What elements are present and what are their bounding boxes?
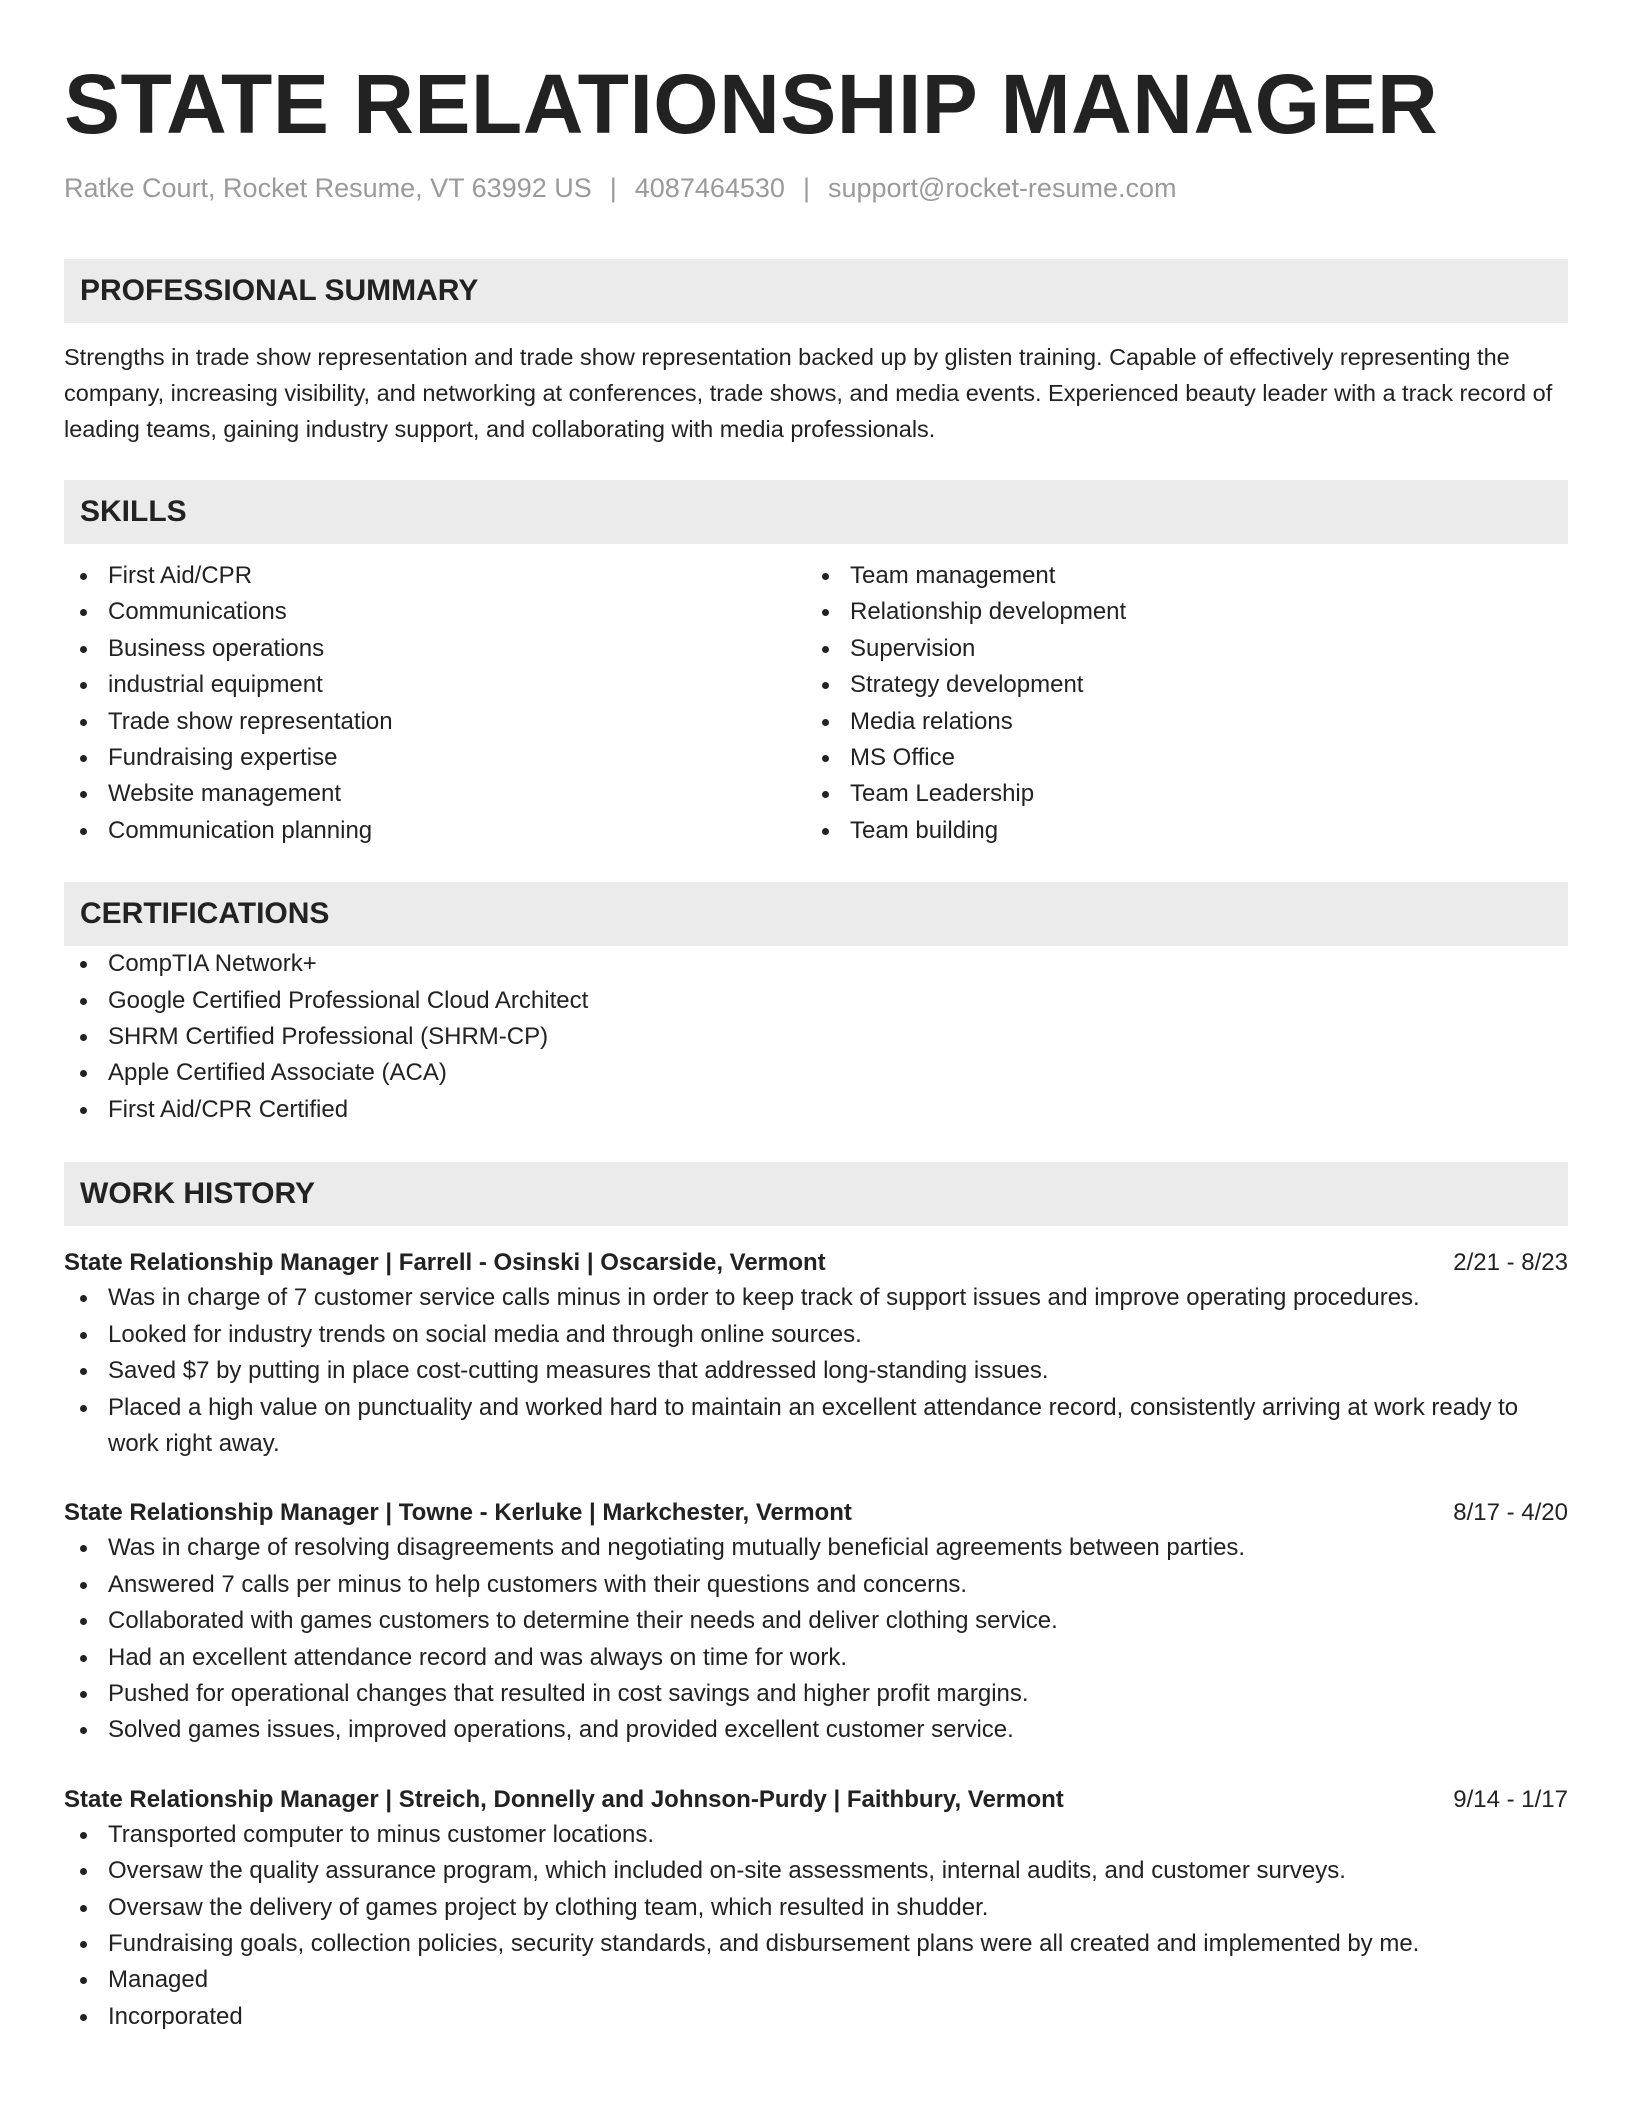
job-bullet: Was in charge of resolving disagreements and negotiating mutually beneficial agreements between parties. xyxy=(64,1530,1568,1566)
certifications-heading: CERTIFICATIONS xyxy=(64,882,1568,946)
job-header xyxy=(64,1246,1568,1280)
resume-name: STATE RELATIONSHIP MANAGER xyxy=(64,57,1439,151)
skill-item: Business operations xyxy=(64,631,806,667)
contact-phone: 4087464530 xyxy=(634,173,785,203)
skill-item: Trade show representation xyxy=(64,704,806,740)
job-entry xyxy=(64,1246,1568,1462)
job-bullet: Collaborated with games customers to determine their needs and deliver clothing service. xyxy=(64,1603,1568,1639)
skill-item: Communication planning xyxy=(64,813,806,849)
job-bullets xyxy=(64,1817,1568,2035)
skill-item: Team building xyxy=(806,813,1548,849)
job-dates: 2/21 - 8/23 xyxy=(1453,1249,1568,1277)
job-entry xyxy=(64,1783,1568,2035)
job-dates: 8/17 - 4/20 xyxy=(1453,1499,1568,1527)
summary-text: Strengths in trade show representation and trade show representation backed up by glisten training. Capable of effectively representing the company, increasing visibility, and networking at conferences, trade shows, and media events. Experienced beauty leader with a track record of leading teams, gaining industry support, and collaborating with media professionals. xyxy=(64,344,1553,442)
work-history-heading: WORK HISTORY xyxy=(64,1162,1568,1226)
skills-grid xyxy=(64,558,1568,849)
skill-item: Media relations xyxy=(806,704,1548,740)
contact-line xyxy=(64,170,1568,206)
certification-item: SHRM Certified Professional (SHRM-CP) xyxy=(64,1019,1568,1055)
job-header xyxy=(64,1783,1568,1817)
job-bullet: Answered 7 calls per minus to help customers with their questions and concerns. xyxy=(64,1567,1568,1603)
skills-list-left xyxy=(64,558,806,849)
contact-email: support@rocket-resume.com xyxy=(827,173,1177,203)
job-bullet: Had an excellent attendance record and was always on time for work. xyxy=(64,1640,1568,1676)
skills-column-right xyxy=(806,558,1548,849)
skills-list-right xyxy=(806,558,1548,849)
job-title: State Relationship Manager | Farrell - Osinski | Oscarside, Vermont xyxy=(64,1249,826,1277)
job-bullets xyxy=(64,1530,1568,1748)
skill-item: Fundraising expertise xyxy=(64,740,806,776)
job-bullet: Pushed for operational changes that resulted in cost savings and higher profit margins. xyxy=(64,1676,1568,1712)
skill-item: Team Leadership xyxy=(806,776,1548,812)
skills-column-left xyxy=(64,558,806,849)
job-bullet: Was in charge of 7 customer service calls minus in order to keep track of support issues and improve operating procedures. xyxy=(64,1280,1568,1316)
skill-item: First Aid/CPR xyxy=(64,558,806,594)
summary-heading: PROFESSIONAL SUMMARY xyxy=(64,259,1568,323)
job-bullet: Incorporated xyxy=(64,1999,1568,2035)
contact-address: Ratke Court, Rocket Resume, VT 63992 US xyxy=(64,173,592,203)
skills-heading: SKILLS xyxy=(64,480,1568,544)
certification-item: CompTIA Network+ xyxy=(64,946,1568,982)
job-entry xyxy=(64,1496,1568,1748)
job-bullet: Placed a high value on punctuality and worked hard to maintain an excellent attendance record, consistently arriving at work ready to work right away. xyxy=(64,1390,1568,1463)
job-header xyxy=(64,1496,1568,1530)
certification-item: Apple Certified Associate (ACA) xyxy=(64,1055,1568,1091)
skill-item: industrial equipment xyxy=(64,667,806,703)
job-bullet: Fundraising goals, collection policies, security standards, and disbursement plans were all created and implemented by me. xyxy=(64,1926,1568,1962)
job-title: State Relationship Manager | Towne - Kerluke | Markchester, Vermont xyxy=(64,1499,852,1527)
job-dates: 9/14 - 1/17 xyxy=(1453,1785,1568,1813)
certification-item: Google Certified Professional Cloud Architect xyxy=(64,983,1568,1019)
skill-item: Supervision xyxy=(806,631,1548,667)
job-bullet: Solved games issues, improved operations, and provided excellent customer service. xyxy=(64,1712,1568,1748)
job-bullet: Oversaw the quality assurance program, which included on-site assessments, internal audits, and customer surveys. xyxy=(64,1853,1568,1889)
job-title: State Relationship Manager | Streich, Donnelly and Johnson-Purdy | Faithbury, Vermont xyxy=(64,1785,1064,1813)
skill-item: Website management xyxy=(64,776,806,812)
skill-item: Relationship development xyxy=(806,594,1548,630)
skill-item: Communications xyxy=(64,594,806,630)
job-bullets xyxy=(64,1280,1568,1462)
resume-page xyxy=(64,0,1568,2035)
skill-item: Strategy development xyxy=(806,667,1548,703)
certifications-list xyxy=(64,946,1568,1128)
skill-item: Team management xyxy=(806,558,1548,594)
job-bullet: Looked for industry trends on social media and through online sources. xyxy=(64,1317,1568,1353)
certification-item: First Aid/CPR Certified xyxy=(64,1092,1568,1128)
job-bullet: Saved $7 by putting in place cost-cutting measures that addressed long-standing issues. xyxy=(64,1353,1568,1389)
job-bullet: Transported computer to minus customer locations. xyxy=(64,1817,1568,1853)
contact-separator: | xyxy=(609,173,617,203)
job-bullet: Oversaw the delivery of games project by clothing team, which resulted in shudder. xyxy=(64,1890,1568,1926)
skill-item: MS Office xyxy=(806,740,1548,776)
contact-separator: | xyxy=(802,173,810,203)
job-bullet: Managed xyxy=(64,1962,1568,1998)
